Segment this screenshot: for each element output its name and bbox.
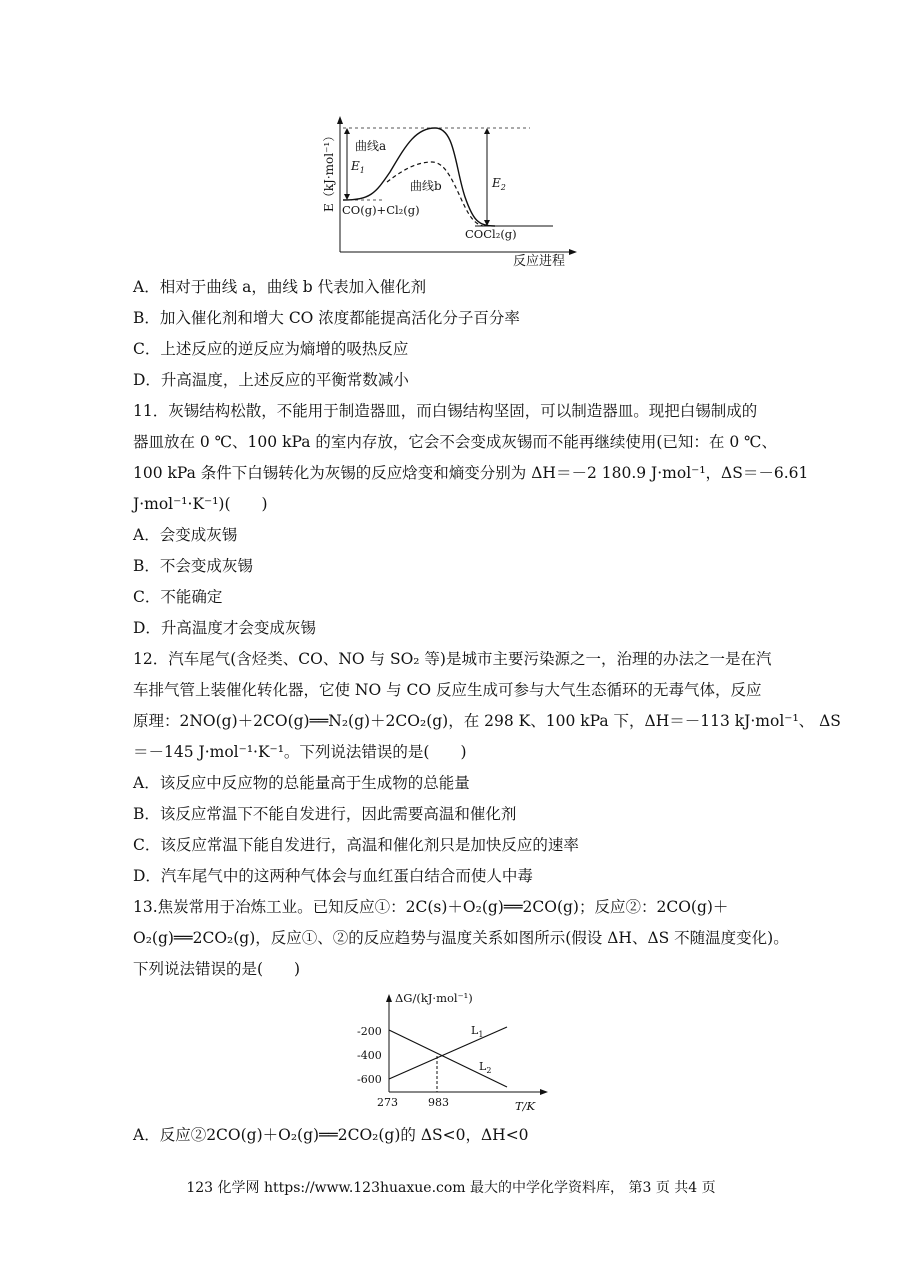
line-l2	[389, 1030, 507, 1087]
q10-option-d: D．升高温度，上述反应的平衡常数减小	[133, 371, 409, 389]
energy-profile-figure	[315, 112, 585, 272]
delta-g-temperature-figure	[355, 988, 550, 1114]
q11-stem-line1: 11．灰锡结构松散，不能用于制造器皿，而白锡结构坚固，可以制造器皿。现把白锡制成的	[133, 402, 758, 420]
e1-arrow-bottom	[344, 194, 350, 200]
q12-option-a: A．该反应中反应物的总能量高于生成物的总能量	[133, 774, 470, 792]
curve-a-label: 曲线a	[355, 139, 387, 153]
e1-label: $E_1$	[351, 159, 365, 175]
q10-option-c: C．上述反应的逆反应为熵增的吸热反应	[133, 340, 409, 358]
q10-option-b: B．加入催化剂和增大 CO 浓度都能提高活化分子百分率	[133, 309, 520, 327]
q11-option-b: B．不会变成灰锡	[133, 557, 253, 575]
fig2-x-axis-arrow	[540, 1089, 548, 1095]
fig2-y-axis-arrow	[386, 994, 392, 1002]
q11-stem-line2: 器皿放在 0 ℃、100 kPa 的室内存放，它会不会变成灰锡而不能再继续使用(已知：在 0 ℃、	[133, 433, 777, 451]
l1-label: $L_1$	[471, 1024, 484, 1039]
product-label: COCl₂(g)	[465, 227, 517, 241]
q11-option-d: D．升高温度才会变成灰锡	[133, 619, 316, 637]
q12-option-c: C．该反应常温下能自发进行，高温和催化剂只是加快反应的速率	[133, 836, 579, 854]
e2-label: $E_2$	[492, 176, 506, 192]
q11-option-c: C．不能确定	[133, 588, 223, 606]
fig2-y-tick-400: -400	[357, 1049, 382, 1062]
fig2-x-tick-983: 983	[428, 1096, 449, 1109]
q12-stem-line2: 车排气管上装催化转化器，它使 NO 与 CO 反应生成可参与大气生态循环的无毒气体，反应	[133, 681, 762, 699]
x-axis-label: 反应进程	[513, 254, 566, 269]
l2-label: $L_2$	[479, 1060, 492, 1075]
q10-option-a: A．相对于曲线 a，曲线 b 代表加入催化剂	[133, 278, 427, 296]
reactant-label: CO(g)+Cl₂(g)	[342, 203, 420, 217]
fig2-x-tick-273: 273	[377, 1096, 398, 1109]
q11-option-a: A．会变成灰锡	[133, 526, 238, 544]
q12-option-b: B．该反应常温下不能自发进行，因此需要高温和催化剂	[133, 805, 517, 823]
q13-option-a: A．反应②2CO(g)＋O₂(g)══2CO₂(g)的 ΔS<0，ΔH<0	[133, 1126, 529, 1144]
y-axis-label: E（kJ·mol⁻¹）	[322, 129, 336, 212]
q12-stem-line1: 12．汽车尾气(含烃类、CO、NO 与 SO₂ 等)是城市主要污染源之一，治理的办法之一是在汽	[133, 650, 772, 668]
q12-option-d: D．汽车尾气中的这两种气体会与血红蛋白结合而使人中毒	[133, 867, 533, 885]
fig2-y-axis-label: ΔG/(kJ·mol⁻¹)	[395, 991, 473, 1005]
q11-stem-line4: J·mol⁻¹·K⁻¹)( )	[133, 495, 268, 513]
x-axis-arrow	[569, 249, 577, 255]
q13-stem-line2: O₂(g)══2CO₂(g)，反应①、②的反应趋势与温度关系如图所示(假设 ΔH、ΔS 不随温度变化)。	[133, 929, 789, 947]
fig2-x-axis-label: T/K	[515, 1099, 536, 1113]
curve-b-label: 曲线b	[410, 179, 442, 193]
e2-arrow-top	[484, 128, 490, 134]
q13-stem-line3: 下列说法错误的是( )	[133, 960, 301, 978]
q11-stem-line3: 100 kPa 条件下白锡转化为灰锡的反应焓变和熵变分别为 ΔH＝－2 180.9 J·mol⁻¹，ΔS＝－6.61	[133, 464, 809, 482]
y-axis-arrow	[337, 116, 343, 124]
q12-stem-line3: 原理：2NO(g)＋2CO(g)══N₂(g)＋2CO₂(g)，在 298 K、100 kPa 下，ΔH＝－113 kJ·mol⁻¹、 ΔS	[133, 712, 841, 730]
page-footer: 123 化学网 https://www.123huaxue.com 最大的中学化学资料库， 第3 页 共4 页	[186, 1180, 716, 1196]
q12-stem-line4: ＝－145 J·mol⁻¹·K⁻¹。下列说法错误的是( )	[133, 743, 467, 761]
fig2-y-tick-200: -200	[357, 1025, 382, 1038]
fig2-y-tick-600: -600	[357, 1073, 382, 1086]
q13-stem-line1: 13.焦炭常用于冶炼工业。已知反应①：2C(s)＋O₂(g)══2CO(g)；反应②：2CO(g)＋	[133, 898, 729, 916]
e1-arrow-top	[344, 128, 350, 134]
